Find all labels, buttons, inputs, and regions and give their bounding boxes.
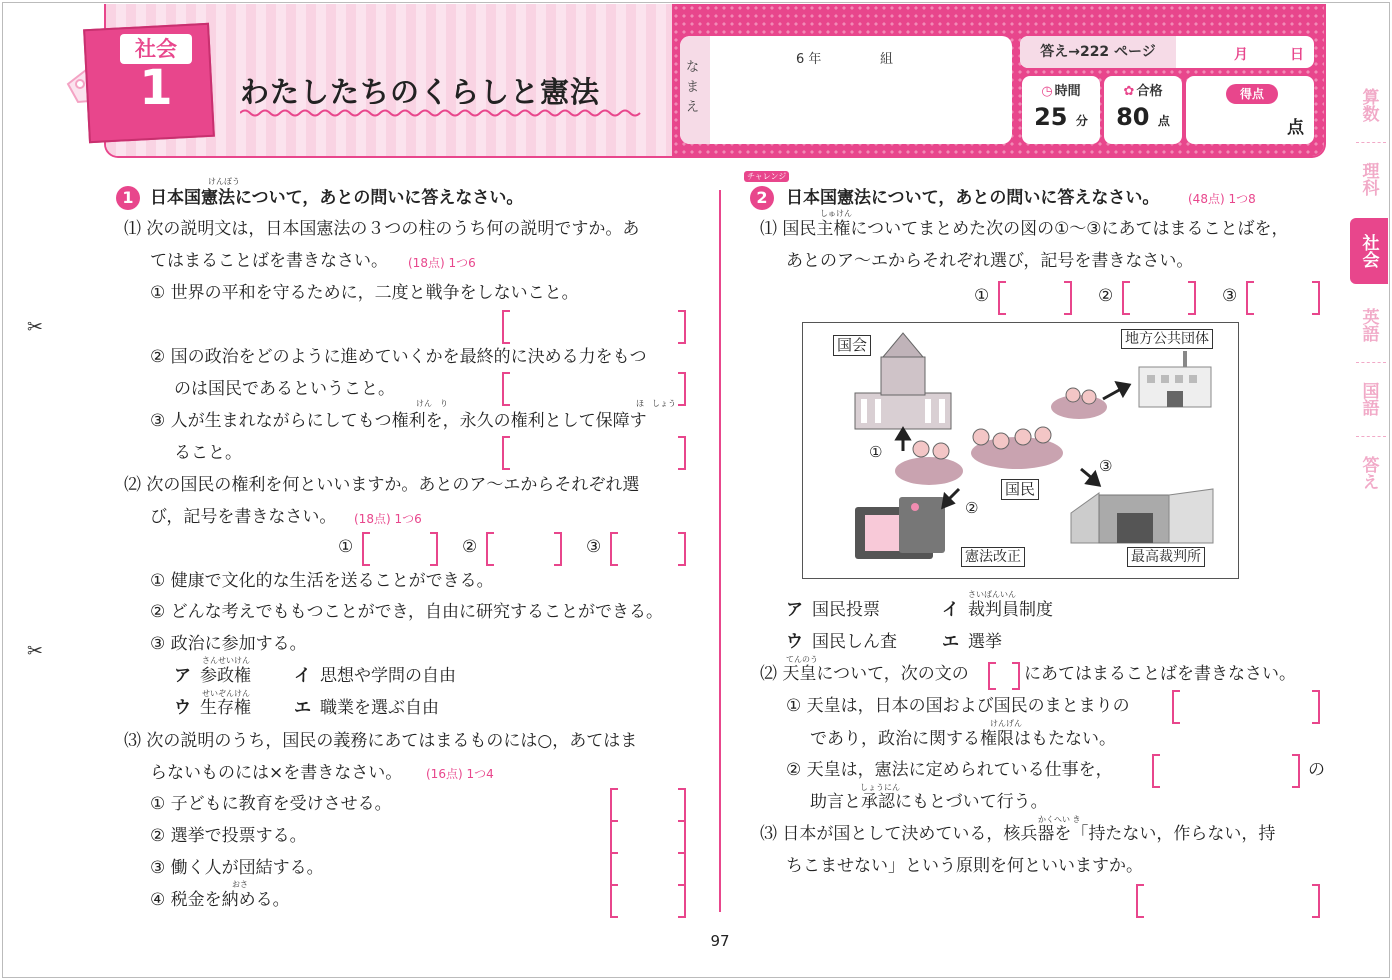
choice-text: 選挙	[968, 632, 1002, 652]
time-value: 25	[1034, 103, 1068, 131]
column-divider	[719, 190, 721, 912]
unit-number: 1	[139, 60, 173, 116]
q1-p3-item4: ④ 税金を納める。	[150, 890, 290, 910]
label-local-government: 地方公共団体	[1121, 329, 1213, 349]
answer-blank[interactable]	[610, 532, 686, 562]
q2-p2-item1a: ① 天皇は，日本の国および国民のまとまりの	[786, 696, 1130, 716]
blank-label: ①	[974, 286, 990, 306]
time-unit: 分	[1075, 114, 1088, 128]
q1-p1-line1: ⑴ 次の説明文は，日本国憲法の３つの柱のうち何の説明ですか。あ	[124, 219, 640, 239]
choice-text: 国民しん査	[812, 632, 897, 652]
scissors-icon: ✂	[27, 316, 43, 338]
q2-points: (48点) 1つ8	[1188, 192, 1256, 206]
q1-p1-item3: ③ 人が生まれながらにしてもつ権利を，永久の権利として保障す	[150, 411, 647, 431]
answer-blank[interactable]	[1152, 754, 1300, 784]
q1-p3-points: (16点) 1つ4	[426, 767, 494, 781]
pass-label: 合格	[1136, 84, 1163, 99]
choice-key: エ	[942, 632, 959, 652]
answer-blank[interactable]	[1136, 884, 1320, 914]
choice-key: イ	[294, 666, 311, 686]
answer-blank[interactable]	[610, 788, 686, 818]
score-field[interactable]	[1186, 76, 1314, 144]
blank-label: ③	[1222, 286, 1238, 306]
ruby-hoshou: ほ しょう	[636, 399, 676, 408]
blank-label: ②	[1098, 286, 1114, 306]
label-constitution-amendment: 憲法改正	[961, 547, 1025, 567]
diagram-marker-3: ③	[1099, 457, 1113, 475]
day-label: 日	[1290, 47, 1304, 63]
clock-icon: ◷	[1041, 84, 1053, 99]
q1-p1-item1: ① 世界の平和を守るために，二度と戦争をしないこと。	[150, 283, 579, 303]
ruby-tennou: てんのう	[786, 655, 818, 664]
choice-text: 思想や学問の自由	[320, 666, 456, 686]
diagram-marker-2: ②	[965, 499, 979, 517]
ruby-kengen: けんげん	[990, 719, 1022, 728]
q1-p1-points: (18点) 1つ6	[408, 256, 476, 270]
score-unit: 点	[1287, 118, 1304, 138]
label-citizens: 国民	[1001, 479, 1039, 500]
label-supreme-court: 最高裁判所	[1127, 547, 1205, 567]
blank-label: ③	[586, 537, 602, 557]
q1-p3-item1: ① 子どもに教育を受けさせる。	[150, 794, 392, 814]
q2-p2-item2b: 助言と承認にもとづいて行う。	[810, 792, 1048, 812]
ruby-kenri: けん り	[416, 399, 448, 408]
page-number: 97	[710, 932, 730, 950]
name-field[interactable]	[680, 36, 1012, 144]
q1-p3-line1: ⑶ 次の説明のうち，国民の義務にあてはまるものには○，あてはま	[124, 731, 638, 751]
choice-key: エ	[294, 698, 311, 718]
choice-key: ア	[174, 666, 191, 686]
answer-blank[interactable]	[502, 436, 686, 466]
month-label: 月	[1234, 47, 1248, 63]
ruby-seizonken: せいぞんけん	[202, 689, 250, 698]
choice-key: ウ	[786, 632, 803, 652]
tab-science[interactable]: 理科	[1358, 162, 1379, 196]
pass-value: 80	[1116, 103, 1150, 131]
q1-p1-item2-cont: のは国民であるということ。	[174, 379, 395, 399]
tab-divider	[1356, 142, 1386, 143]
q2-p3-line1: ⑶ 日本が国として決めている，核兵器を「持たない，作らない，持	[760, 824, 1276, 844]
title-underline	[240, 108, 644, 118]
answer-blank[interactable]	[486, 532, 562, 562]
q1-p2-points: (18点) 1つ6	[354, 512, 422, 526]
answer-blank[interactable]	[610, 852, 686, 882]
class-label: 組	[880, 52, 894, 67]
q2-p2-item2c: の	[1308, 760, 1325, 780]
scissors-icon: ✂	[27, 640, 43, 662]
tab-japanese[interactable]: 国語	[1358, 382, 1379, 416]
ruby-kakuheiki: かくへい き	[1038, 815, 1081, 824]
choice-key: ウ	[174, 698, 191, 718]
tab-math[interactable]: 算数	[1358, 88, 1379, 122]
q1-p3-item2: ② 選挙で投票する。	[150, 826, 307, 846]
tab-divider	[1356, 436, 1386, 437]
page-title: わたしたちのくらしと憲法	[240, 75, 601, 109]
flower-icon: ✿	[1123, 84, 1135, 99]
choice-text: 生存権	[200, 698, 251, 718]
tab-divider	[1356, 362, 1386, 363]
ruby-osa: おさ	[232, 880, 248, 889]
choice-key: ア	[786, 600, 803, 620]
ruby-saibanin: さいばんいん	[968, 590, 1016, 599]
q1-p2-item3: ③ 政治に参加する。	[150, 634, 307, 654]
pass-unit: 点	[1157, 114, 1170, 128]
choice-text: 国民投票	[812, 600, 880, 620]
q1-p1-item2: ② 国の政治をどのように進めていくかを最終的に決める力をもつ	[150, 347, 647, 367]
supreme-court-building	[1071, 489, 1213, 543]
q2-p2-line1b: にあてはまることばを書きなさい。	[1024, 664, 1296, 684]
choice-text: 裁判員制度	[968, 600, 1053, 620]
q2-p1-line1: ⑴ 国民主権についてまとめた次の図の①〜③にあてはまることばを，	[760, 219, 1289, 239]
answer-blank[interactable]	[1122, 281, 1196, 311]
question-2-prompt: 日本国憲法について，あとの問いに答えなさい。	[786, 188, 1160, 208]
year-label: 6 年	[796, 52, 822, 67]
score-label: 得点	[1226, 84, 1278, 104]
subject-label: 社会	[120, 34, 192, 64]
blank-label: ②	[462, 537, 478, 557]
q1-p2-line2: び，記号を書きなさい。	[150, 507, 337, 527]
question-1-number: 1	[116, 186, 140, 210]
label-diet: 国会	[833, 335, 871, 356]
q2-p2-line1a: ⑵ 天皇について，次の文の	[760, 664, 969, 684]
tab-english[interactable]: 英語	[1358, 308, 1379, 342]
answer-blank[interactable]	[1246, 281, 1320, 311]
challenge-tag: チャレンジ	[744, 171, 789, 182]
ruby-shuken: しゅけん	[820, 209, 852, 218]
ruby-sanseiken: さんせいけん	[202, 656, 250, 665]
tab-answers[interactable]: 答え	[1358, 456, 1379, 490]
q1-p2-item2: ② どんな考えでももつことができ，自由に研究することができる。	[150, 602, 663, 622]
q1-p2-item1: ① 健康で文化的な生活を送ることができる。	[150, 571, 494, 591]
inline-bracket	[988, 662, 1020, 686]
q1-p3-item3: ③ 働く人が団結する。	[150, 858, 324, 878]
choice-text: 参政権	[200, 666, 251, 686]
time-box	[1022, 76, 1100, 144]
q2-p2-item1b: であり，政治に関する権限はもたない。	[810, 729, 1116, 749]
blank-label: ①	[338, 537, 354, 557]
tab-social[interactable]: 社会	[1350, 218, 1388, 284]
q1-p1-item3-cont: ること。	[174, 443, 242, 463]
constitution-book	[855, 497, 945, 559]
answer-blank[interactable]	[610, 884, 686, 914]
question-1-prompt: 日本国憲法について，あとの問いに答えなさい。	[150, 188, 524, 208]
choice-text: 職業を選ぶ自由	[320, 698, 439, 718]
question-2-number: 2	[750, 186, 774, 210]
q1-p2-line1: ⑵ 次の国民の権利を何といいますか。あとのア〜エからそれぞれ選	[124, 475, 640, 495]
q2-p1-line2: あとのア〜エからそれぞれ選び，記号を書きなさい。	[786, 251, 1194, 271]
time-label: 時間	[1054, 84, 1081, 99]
q1-p1-line2: てはまることばを書きなさい。	[150, 251, 388, 271]
name-label: なまえ	[686, 60, 700, 115]
q1-p3-line2: らないものには×を書きなさい。	[150, 763, 403, 783]
choice-key: イ	[942, 600, 959, 620]
q2-p3-line2: ちこませない」という原則を何といいますか。	[786, 856, 1143, 876]
ruby-kenpou: けんぽう	[208, 177, 240, 186]
pass-box	[1104, 76, 1182, 144]
answer-page-ref: 答え→222 ページ	[1020, 36, 1176, 68]
local-government-building	[1139, 351, 1211, 407]
answer-blank[interactable]	[1172, 690, 1320, 720]
answer-blank[interactable]	[362, 532, 438, 562]
answer-blank[interactable]	[610, 820, 686, 850]
answer-blank[interactable]	[502, 310, 686, 340]
q2-p2-item2a: ② 天皇は，憲法に定められている仕事を，	[786, 760, 1113, 780]
sovereignty-diagram	[802, 322, 1239, 579]
answer-blank[interactable]	[998, 281, 1072, 311]
diagram-marker-1: ①	[869, 443, 883, 461]
ruby-shounin: しょうにん	[860, 783, 900, 792]
